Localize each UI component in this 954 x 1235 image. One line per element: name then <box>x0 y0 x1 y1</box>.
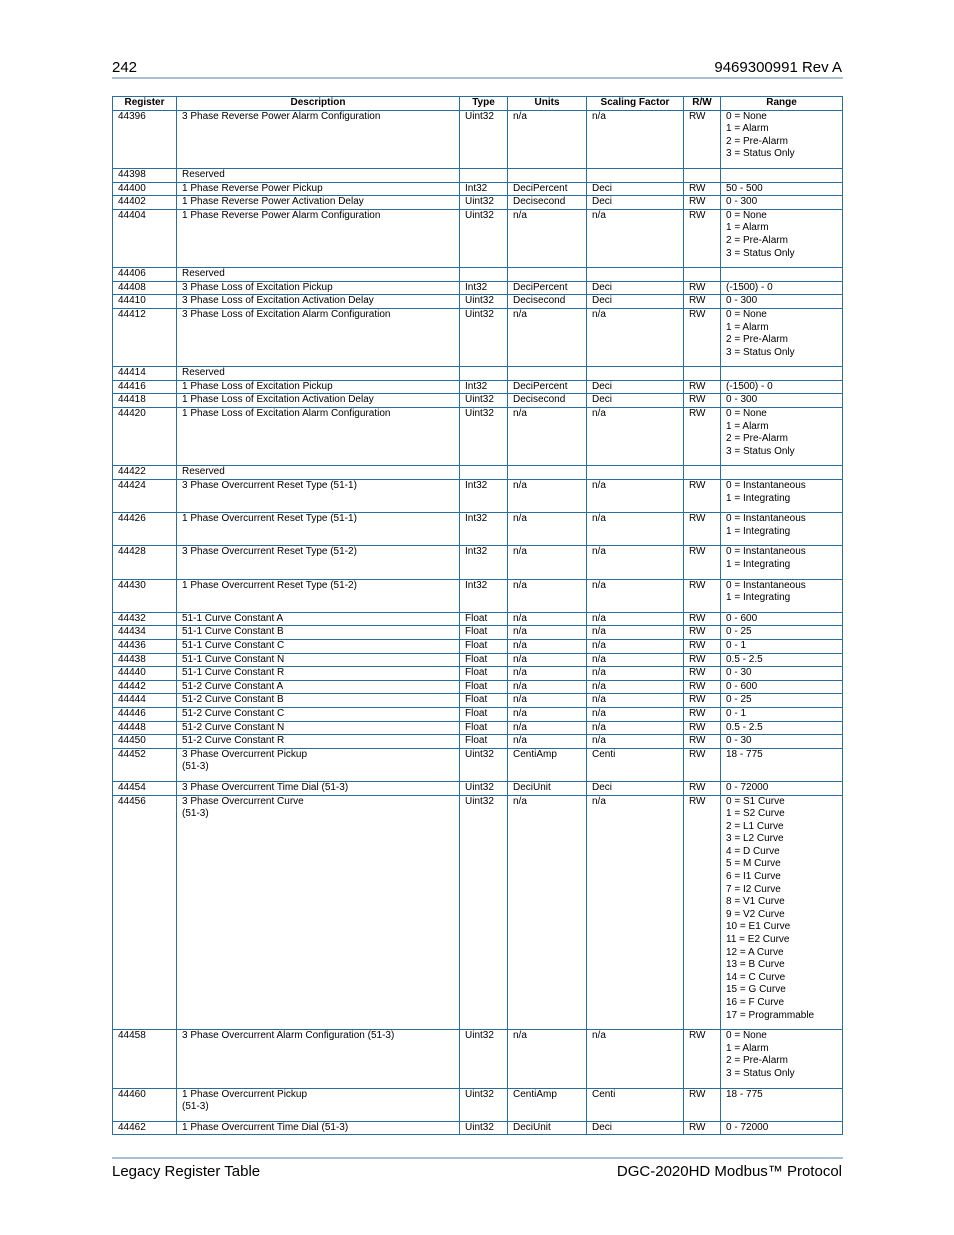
table-row <box>113 781 843 795</box>
range-cell: 0 = None 1 = Alarm 2 = Pre-Alarm 3 = Status Only <box>721 308 843 366</box>
table-row <box>113 579 843 612</box>
units-cell: n/a <box>508 680 587 694</box>
type-cell: Uint32 <box>460 748 508 781</box>
type-cell: Int32 <box>460 182 508 196</box>
rw-cell: RW <box>684 639 721 653</box>
scaling-cell: n/a <box>587 707 684 721</box>
units-cell: n/a <box>508 579 587 612</box>
table-row <box>113 281 843 295</box>
range-cell: 0 - 30 <box>721 667 843 681</box>
column-header: Range <box>721 97 843 111</box>
rw-cell <box>684 466 721 480</box>
range-cell: 0 = S1 Curve 1 = S2 Curve 2 = L1 Curve 3 = L2 Curve 4 = D Curve 5 = M Curve 6 = I1 Curve 7 = I2 Curve 8 = V1 Curve 9 = V2 Curve 10 = E1 Curve 11 = E2 Curve 12 = A Curve 13 = B Curve 14 = C Curve 15 = G Curve 16 = F Curve 17 = Programmable <box>721 795 843 1030</box>
units-cell: n/a <box>508 408 587 466</box>
range-cell <box>721 367 843 381</box>
rw-cell: RW <box>684 707 721 721</box>
column-header: R/W <box>684 97 721 111</box>
register-cell: 44420 <box>113 408 177 466</box>
units-cell: n/a <box>508 612 587 626</box>
rw-cell: RW <box>684 196 721 210</box>
register-cell: 44406 <box>113 268 177 282</box>
units-cell <box>508 268 587 282</box>
register-cell: 44438 <box>113 653 177 667</box>
rw-cell: RW <box>684 795 721 1030</box>
table-row <box>113 268 843 282</box>
register-cell: 44450 <box>113 735 177 749</box>
scaling-cell: n/a <box>587 667 684 681</box>
range-cell: 0 - 30 <box>721 735 843 749</box>
rw-cell: RW <box>684 480 721 513</box>
scaling-cell: n/a <box>587 735 684 749</box>
table-row <box>113 513 843 546</box>
type-cell: Float <box>460 721 508 735</box>
type-cell: Int32 <box>460 579 508 612</box>
description-cell: 1 Phase Reverse Power Alarm Configuration <box>177 209 460 267</box>
range-cell: 0 - 300 <box>721 394 843 408</box>
units-cell: n/a <box>508 795 587 1030</box>
description-cell: 51-2 Curve Constant B <box>177 694 460 708</box>
description-cell: 1 Phase Overcurrent Time Dial (51-3) <box>177 1121 460 1135</box>
units-cell: n/a <box>508 626 587 640</box>
type-cell: Uint32 <box>460 1121 508 1135</box>
scaling-cell: n/a <box>587 308 684 366</box>
range-cell: 0 = None 1 = Alarm 2 = Pre-Alarm 3 = Status Only <box>721 209 843 267</box>
table-body <box>113 110 843 1135</box>
range-cell: 0 - 1 <box>721 639 843 653</box>
scaling-cell: n/a <box>587 110 684 168</box>
register-cell: 44402 <box>113 196 177 210</box>
units-cell <box>508 168 587 182</box>
units-cell: n/a <box>508 209 587 267</box>
units-cell: n/a <box>508 721 587 735</box>
column-header: Register <box>113 97 177 111</box>
range-cell: 0 - 72000 <box>721 781 843 795</box>
rw-cell: RW <box>684 209 721 267</box>
scaling-cell: n/a <box>587 209 684 267</box>
type-cell: Uint32 <box>460 308 508 366</box>
description-cell: 1 Phase Reverse Power Pickup <box>177 182 460 196</box>
register-cell: 44396 <box>113 110 177 168</box>
description-cell: 3 Phase Overcurrent Curve (51-3) <box>177 795 460 1030</box>
scaling-cell: n/a <box>587 721 684 735</box>
type-cell <box>460 367 508 381</box>
description-cell: 1 Phase Loss of Excitation Alarm Configuration <box>177 408 460 466</box>
units-cell: n/a <box>508 639 587 653</box>
type-cell: Float <box>460 707 508 721</box>
table-row <box>113 707 843 721</box>
type-cell: Uint32 <box>460 408 508 466</box>
description-cell: 51-2 Curve Constant R <box>177 735 460 749</box>
range-cell: 0 - 25 <box>721 626 843 640</box>
units-cell: n/a <box>508 667 587 681</box>
table-row <box>113 367 843 381</box>
rw-cell: RW <box>684 295 721 309</box>
register-cell: 44408 <box>113 281 177 295</box>
type-cell: Uint32 <box>460 209 508 267</box>
type-cell: Uint32 <box>460 110 508 168</box>
type-cell: Int32 <box>460 281 508 295</box>
units-cell: DeciUnit <box>508 781 587 795</box>
units-cell: n/a <box>508 546 587 579</box>
table-row <box>113 209 843 267</box>
units-cell: n/a <box>508 653 587 667</box>
rw-cell: RW <box>684 110 721 168</box>
rw-cell: RW <box>684 182 721 196</box>
description-cell: 1 Phase Overcurrent Pickup (51-3) <box>177 1088 460 1121</box>
rw-cell: RW <box>684 1030 721 1088</box>
range-cell: 0 - 1 <box>721 707 843 721</box>
table-row <box>113 466 843 480</box>
units-cell: DeciPercent <box>508 380 587 394</box>
register-cell: 44432 <box>113 612 177 626</box>
rw-cell: RW <box>684 308 721 366</box>
range-cell: 0 - 72000 <box>721 1121 843 1135</box>
table-row <box>113 196 843 210</box>
rw-cell: RW <box>684 612 721 626</box>
range-cell: 0 = Instantaneous 1 = Integrating <box>721 480 843 513</box>
scaling-cell: n/a <box>587 579 684 612</box>
units-cell: DeciPercent <box>508 281 587 295</box>
units-cell: n/a <box>508 694 587 708</box>
scaling-cell: n/a <box>587 653 684 667</box>
units-cell: Decisecond <box>508 394 587 408</box>
table-row <box>113 480 843 513</box>
table-row <box>113 694 843 708</box>
register-cell: 44456 <box>113 795 177 1030</box>
page-number: 242 <box>112 59 138 76</box>
rw-cell: RW <box>684 653 721 667</box>
rw-cell: RW <box>684 735 721 749</box>
range-cell: 0 - 600 <box>721 680 843 694</box>
register-cell: 44410 <box>113 295 177 309</box>
scaling-cell <box>587 367 684 381</box>
register-cell: 44404 <box>113 209 177 267</box>
register-cell: 44448 <box>113 721 177 735</box>
scaling-cell: Deci <box>587 182 684 196</box>
scaling-cell: n/a <box>587 513 684 546</box>
table-row <box>113 408 843 466</box>
scaling-cell: Deci <box>587 196 684 210</box>
type-cell: Int32 <box>460 513 508 546</box>
range-cell: 0 - 600 <box>721 612 843 626</box>
type-cell <box>460 268 508 282</box>
description-cell: 51-1 Curve Constant A <box>177 612 460 626</box>
type-cell: Uint32 <box>460 295 508 309</box>
rw-cell: RW <box>684 1121 721 1135</box>
type-cell: Uint32 <box>460 1030 508 1088</box>
register-cell: 44436 <box>113 639 177 653</box>
table-row <box>113 1121 843 1135</box>
type-cell: Float <box>460 626 508 640</box>
type-cell: Float <box>460 680 508 694</box>
type-cell: Float <box>460 694 508 708</box>
range-cell <box>721 268 843 282</box>
units-cell: n/a <box>508 707 587 721</box>
description-cell: 3 Phase Overcurrent Pickup (51-3) <box>177 748 460 781</box>
scaling-cell: Deci <box>587 1121 684 1135</box>
register-cell: 44418 <box>113 394 177 408</box>
units-cell <box>508 466 587 480</box>
description-cell: 3 Phase Overcurrent Time Dial (51-3) <box>177 781 460 795</box>
scaling-cell: Deci <box>587 380 684 394</box>
type-cell <box>460 168 508 182</box>
description-cell: 51-1 Curve Constant B <box>177 626 460 640</box>
units-cell: n/a <box>508 1030 587 1088</box>
rw-cell: RW <box>684 281 721 295</box>
table-row <box>113 308 843 366</box>
register-cell: 44422 <box>113 466 177 480</box>
range-cell: 0 = None 1 = Alarm 2 = Pre-Alarm 3 = Status Only <box>721 110 843 168</box>
scaling-cell: n/a <box>587 480 684 513</box>
register-cell: 44458 <box>113 1030 177 1088</box>
scaling-cell: n/a <box>587 612 684 626</box>
description-cell: 51-1 Curve Constant R <box>177 667 460 681</box>
register-cell: 44430 <box>113 579 177 612</box>
column-header: Type <box>460 97 508 111</box>
description-cell: 51-2 Curve Constant C <box>177 707 460 721</box>
scaling-cell: Deci <box>587 295 684 309</box>
table-row <box>113 795 843 1030</box>
range-cell: 0.5 - 2.5 <box>721 721 843 735</box>
description-cell: 3 Phase Overcurrent Alarm Configuration (51-3) <box>177 1030 460 1088</box>
range-cell: 0.5 - 2.5 <box>721 653 843 667</box>
range-cell <box>721 168 843 182</box>
table-row <box>113 110 843 168</box>
description-cell: 51-2 Curve Constant N <box>177 721 460 735</box>
column-header: Scaling Factor <box>587 97 684 111</box>
rw-cell: RW <box>684 394 721 408</box>
scaling-cell <box>587 168 684 182</box>
description-cell: 1 Phase Loss of Excitation Activation Delay <box>177 394 460 408</box>
rw-cell: RW <box>684 513 721 546</box>
units-cell: n/a <box>508 110 587 168</box>
header-rule <box>112 77 843 79</box>
range-cell: 0 = Instantaneous 1 = Integrating <box>721 579 843 612</box>
description-cell: 1 Phase Overcurrent Reset Type (51-2) <box>177 579 460 612</box>
scaling-cell: Deci <box>587 394 684 408</box>
table-row <box>113 380 843 394</box>
rw-cell: RW <box>684 380 721 394</box>
units-cell: n/a <box>508 308 587 366</box>
register-cell: 44416 <box>113 380 177 394</box>
units-cell: Decisecond <box>508 295 587 309</box>
table-row <box>113 1088 843 1121</box>
footer-section-title: Legacy Register Table <box>112 1163 261 1180</box>
type-cell: Float <box>460 639 508 653</box>
rw-cell: RW <box>684 1088 721 1121</box>
scaling-cell: n/a <box>587 694 684 708</box>
register-cell: 44446 <box>113 707 177 721</box>
description-cell: 51-1 Curve Constant N <box>177 653 460 667</box>
units-cell: DeciPercent <box>508 182 587 196</box>
document-number: 9469300991 Rev A <box>714 59 842 76</box>
units-cell: CentiAmp <box>508 1088 587 1121</box>
scaling-cell: n/a <box>587 1030 684 1088</box>
units-cell: DeciUnit <box>508 1121 587 1135</box>
page-footer <box>112 1160 842 1180</box>
description-cell: Reserved <box>177 268 460 282</box>
footer-rule <box>112 1157 843 1159</box>
scaling-cell <box>587 268 684 282</box>
description-cell: 1 Phase Reverse Power Activation Delay <box>177 196 460 210</box>
rw-cell: RW <box>684 546 721 579</box>
register-cell: 44426 <box>113 513 177 546</box>
range-cell: 50 - 500 <box>721 182 843 196</box>
units-cell: n/a <box>508 735 587 749</box>
register-cell: 44414 <box>113 367 177 381</box>
range-cell: 0 - 300 <box>721 196 843 210</box>
units-cell: n/a <box>508 513 587 546</box>
range-cell: 0 = None 1 = Alarm 2 = Pre-Alarm 3 = Status Only <box>721 1030 843 1088</box>
type-cell <box>460 466 508 480</box>
range-cell: 0 - 300 <box>721 295 843 309</box>
register-cell: 44400 <box>113 182 177 196</box>
register-cell: 44444 <box>113 694 177 708</box>
scaling-cell: n/a <box>587 680 684 694</box>
range-cell: 18 - 775 <box>721 748 843 781</box>
rw-cell <box>684 268 721 282</box>
rw-cell: RW <box>684 626 721 640</box>
table-row <box>113 612 843 626</box>
register-cell: 44434 <box>113 626 177 640</box>
register-cell: 44460 <box>113 1088 177 1121</box>
type-cell: Float <box>460 735 508 749</box>
range-cell <box>721 466 843 480</box>
rw-cell: RW <box>684 694 721 708</box>
rw-cell: RW <box>684 579 721 612</box>
table-row <box>113 626 843 640</box>
register-cell: 44454 <box>113 781 177 795</box>
scaling-cell: n/a <box>587 639 684 653</box>
scaling-cell: Centi <box>587 748 684 781</box>
rw-cell: RW <box>684 408 721 466</box>
table-row <box>113 394 843 408</box>
table-row <box>113 168 843 182</box>
column-header: Units <box>508 97 587 111</box>
units-cell: CentiAmp <box>508 748 587 781</box>
column-header: Description <box>177 97 460 111</box>
register-cell: 44428 <box>113 546 177 579</box>
description-cell: 51-2 Curve Constant A <box>177 680 460 694</box>
rw-cell: RW <box>684 680 721 694</box>
description-cell: 3 Phase Loss of Excitation Pickup <box>177 281 460 295</box>
scaling-cell: n/a <box>587 795 684 1030</box>
table-header <box>113 97 843 111</box>
table-row <box>113 546 843 579</box>
description-cell: 3 Phase Overcurrent Reset Type (51-2) <box>177 546 460 579</box>
type-cell: Uint32 <box>460 781 508 795</box>
table-row <box>113 653 843 667</box>
header-row <box>113 97 843 111</box>
table-row <box>113 735 843 749</box>
rw-cell <box>684 168 721 182</box>
units-cell: n/a <box>508 480 587 513</box>
type-cell: Uint32 <box>460 795 508 1030</box>
type-cell: Float <box>460 667 508 681</box>
range-cell: (-1500) - 0 <box>721 380 843 394</box>
register-cell: 44424 <box>113 480 177 513</box>
rw-cell <box>684 367 721 381</box>
range-cell: 0 - 25 <box>721 694 843 708</box>
table-row <box>113 667 843 681</box>
type-cell: Float <box>460 612 508 626</box>
scaling-cell: Centi <box>587 1088 684 1121</box>
register-cell: 44440 <box>113 667 177 681</box>
description-cell: Reserved <box>177 168 460 182</box>
table-row <box>113 639 843 653</box>
scaling-cell: Deci <box>587 281 684 295</box>
footer-document-title: DGC-2020HD Modbus™ Protocol <box>616 1163 842 1180</box>
type-cell: Uint32 <box>460 196 508 210</box>
units-cell: Decisecond <box>508 196 587 210</box>
rw-cell: RW <box>684 748 721 781</box>
table-row <box>113 721 843 735</box>
type-cell: Float <box>460 653 508 667</box>
scaling-cell: n/a <box>587 546 684 579</box>
register-table <box>112 96 843 1135</box>
range-cell: (-1500) - 0 <box>721 281 843 295</box>
table-row <box>113 295 843 309</box>
rw-cell: RW <box>684 781 721 795</box>
description-cell: 1 Phase Overcurrent Reset Type (51-1) <box>177 513 460 546</box>
page-header <box>112 56 842 76</box>
register-cell: 44452 <box>113 748 177 781</box>
rw-cell: RW <box>684 721 721 735</box>
register-cell: 44442 <box>113 680 177 694</box>
scaling-cell: n/a <box>587 626 684 640</box>
register-cell: 44462 <box>113 1121 177 1135</box>
units-cell <box>508 367 587 381</box>
range-cell: 0 = None 1 = Alarm 2 = Pre-Alarm 3 = Status Only <box>721 408 843 466</box>
scaling-cell <box>587 466 684 480</box>
scaling-cell: n/a <box>587 408 684 466</box>
description-cell: 3 Phase Loss of Excitation Alarm Configuration <box>177 308 460 366</box>
register-cell: 44398 <box>113 168 177 182</box>
table-row <box>113 680 843 694</box>
type-cell: Int32 <box>460 380 508 394</box>
rw-cell: RW <box>684 667 721 681</box>
register-cell: 44412 <box>113 308 177 366</box>
description-cell: 3 Phase Overcurrent Reset Type (51-1) <box>177 480 460 513</box>
description-cell: 3 Phase Reverse Power Alarm Configuration <box>177 110 460 168</box>
range-cell: 0 = Instantaneous 1 = Integrating <box>721 513 843 546</box>
table-row <box>113 182 843 196</box>
table-row <box>113 1030 843 1088</box>
scaling-cell: Deci <box>587 781 684 795</box>
type-cell: Uint32 <box>460 1088 508 1121</box>
range-cell: 0 = Instantaneous 1 = Integrating <box>721 546 843 579</box>
type-cell: Int32 <box>460 546 508 579</box>
description-cell: 51-1 Curve Constant C <box>177 639 460 653</box>
range-cell: 18 - 775 <box>721 1088 843 1121</box>
description-cell: Reserved <box>177 367 460 381</box>
table-row <box>113 748 843 781</box>
description-cell: 3 Phase Loss of Excitation Activation Delay <box>177 295 460 309</box>
type-cell: Uint32 <box>460 394 508 408</box>
type-cell: Int32 <box>460 480 508 513</box>
description-cell: 1 Phase Loss of Excitation Pickup <box>177 380 460 394</box>
description-cell: Reserved <box>177 466 460 480</box>
